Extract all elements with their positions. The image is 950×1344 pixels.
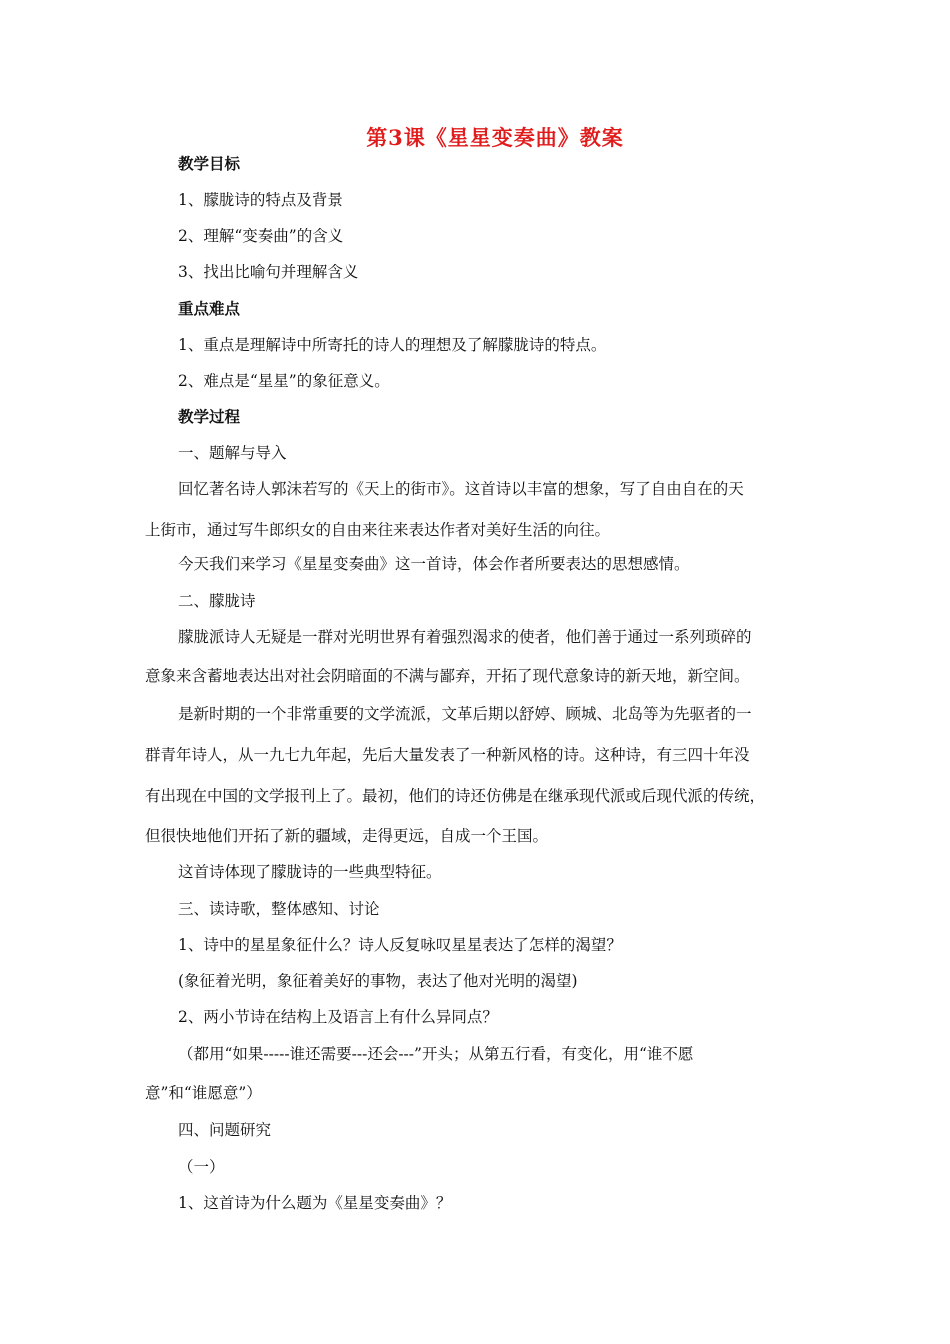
paragraph-line: 上街市，通过写牛郎织女的自由来往来表达作者对美好生活的向往。 [145,521,611,539]
paragraph-line: 今天我们来学习《星星变奏曲》这一首诗，体会作者所要表达的思想感情。 [178,555,690,573]
section-heading-goals: 教学目标 [178,154,241,173]
subsection-title: 四、问题研究 [178,1121,272,1139]
question-line: 1、这首诗为什么题为《星星变奏曲》？ [178,1194,452,1212]
section-heading-process: 教学过程 [178,407,241,426]
question-line: 2、两小节诗在结构上及语言上有什么异同点？ [178,1008,498,1026]
goal-item: 2、理解“变奏曲”的含义 [178,227,344,245]
paragraph-line: 意象来含蓄地表达出对社会阴暗面的不满与鄙弃，开拓了现代意象诗的新天地，新空间。 [145,667,750,685]
question-line: 1、诗中的星星象征什么？诗人反复咏叹星星表达了怎样的渴望？ [178,936,622,954]
paragraph-line: 群青年诗人，从一九七九年起，先后大量发表了一种新风格的诗。这种诗，有三四十年没 [145,746,750,764]
subsection-title: 一、题解与导入 [178,444,287,462]
focus-item: 1、重点是理解诗中所寄托的诗人的理想及了解朦胧诗的特点。 [178,336,607,354]
subsection-title: 三、读诗歌，整体感知、讨论 [178,900,380,918]
paragraph-line: 朦胧派诗人无疑是一群对光明世界有着强烈渴求的使者，他们善于通过一系列琐碎的 [178,628,752,646]
answer-line: （都用“如果-----谁还需要---还会---”开头；从第五行看，有变化，用“谁不愿 [178,1045,694,1063]
answer-line: 意”和“谁愿意”） [145,1084,262,1102]
goal-item: 3、找出比喻句并理解含义 [178,263,359,281]
paragraph-line: 但很快地他们开拓了新的疆域，走得更远，自成一个王国。 [145,827,549,845]
paragraph-line: 回忆著名诗人郭沫若写的《天上的街市》。这首诗以丰富的想象，写了自由自在的天 [178,480,744,498]
subsection-title: 二、朦胧诗 [178,592,256,610]
paragraph-line: 有出现在中国的文学报刊上了。最初，他们的诗还仿佛是在继承现代派或后现代派的传统， [145,787,766,805]
paragraph-line: 是新时期的一个非常重要的文学流派，文革后期以舒婷、顾城、北岛等为先驱者的一 [178,705,752,723]
section-heading-focus: 重点难点 [178,299,241,318]
answer-line: (象征着光明，象征着美好的事物，表达了他对光明的渴望) [178,972,578,990]
page-title: 第3课《星星变奏曲》教案 [366,125,624,150]
goal-item: 1、朦胧诗的特点及背景 [178,191,343,209]
subsection-label: （一） [178,1158,225,1176]
paragraph-line: 这首诗体现了朦胧诗的一些典型特征。 [178,863,442,881]
focus-item: 2、难点是“星星”的象征意义。 [178,372,390,390]
